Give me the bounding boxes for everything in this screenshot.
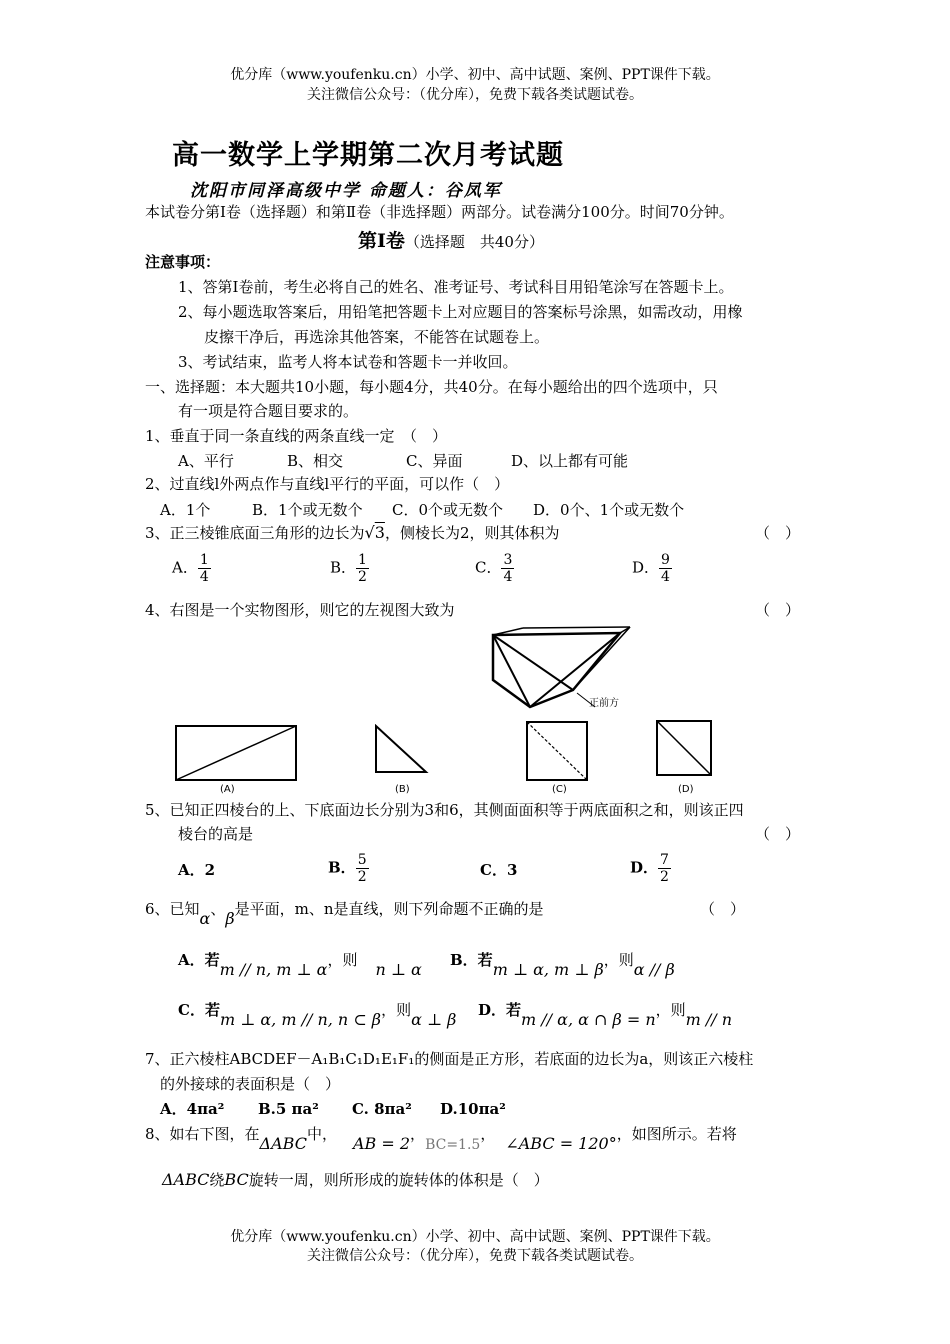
q6-stem-b: 是平面，m、n是直线，则下列命题不正确的是 [234,900,544,918]
q8-line2-b: 绕 [209,1171,225,1189]
q8-text-e: ，如图所示。若将 [616,1125,737,1143]
q8-line2-d: 旋转一周，则所形成的旋转体的体积是（ ） [248,1171,549,1189]
q5-option-d-label: D． [630,858,659,877]
part1-heading-row [358,226,544,253]
q2-option-a: A．1个 [160,501,211,519]
notice-item-3: 3、考试结束，监考人将本试卷和答题卡一并收回。 [178,353,518,371]
q3-sqrt-value: 3 [374,523,385,542]
q6-c-label: C．若 [178,1001,220,1019]
q8-line2-bc: BC [224,1170,249,1189]
q2-option-c: C．0个或无数个 [392,501,504,519]
q1-option-b: B、相交 [287,452,344,470]
q5-d-num: 7 [660,852,669,868]
q6-c-cond: m ⊥ α, m // n, n ⊂ β [219,1010,382,1029]
q2-stem: 2、过直线l外两点作与直线l平行的平面，可以作（ ） [145,475,510,493]
q3-option-b [330,552,369,585]
header-line-1: 优分库（www.youfenku.cn）小学、初中、高中试题、案例、PPT课件下载。 [230,67,720,83]
q6-a-label: A．若 [178,951,220,969]
q3-b-num: 1 [358,552,367,568]
section1-line-2: 有一项是符合题目要求的。 [178,402,359,420]
q6-c-res: α ⊥ β [411,1010,457,1029]
q6-alpha: α [199,909,211,928]
q6-a-cond: m // n, m ⊥ α [219,960,328,979]
q4-fig-c-label: (C) [552,784,567,795]
q1-option-d: D、以上都有可能 [511,452,629,470]
q8-ab: AB = 2 [352,1134,411,1153]
q4-stem: 4、右图是一个实物图形，则它的左视图大致为 [145,601,455,619]
q3-a-den: 4 [199,569,209,585]
q3-a-num: 1 [199,552,209,568]
q8-bc: BC=1.5 [425,1137,481,1153]
q6-d-then: ，则 [655,1001,686,1019]
q1-stem: 1、垂直于同一条直线的两条直线一定 （ ） [145,427,448,445]
q3-option-b-label: B． [330,558,357,577]
q3-option-d [632,552,672,585]
q8-text-a: 8、如右下图，在 [145,1125,260,1143]
q2-option-b: B．1个或无数个 [252,501,363,519]
q6-option-c [178,1000,457,1029]
part1-note: （选择题 共40分） [404,233,544,251]
q6-beta: β [225,909,235,928]
q5-b-num: 5 [357,852,367,868]
q8-text-c: ， [410,1125,426,1143]
q3-stem [145,523,559,543]
q5-d-den: 2 [660,869,669,885]
q7-option-a: A．4πa² [160,1100,225,1118]
q6-d-cond: m // α, α ∩ β = n [521,1010,656,1029]
part1-heading: 第Ⅰ卷 [358,230,405,252]
q6-b-cond: m ⊥ α, m ⊥ β [492,960,604,979]
q3-d-num: 9 [661,552,670,568]
q6-sep: 、 [210,900,226,918]
q6-option-b [450,950,675,979]
q3-option-d-label: D． [632,558,660,577]
q5-option-c: C．3 [480,861,518,879]
q4-paren: （ ） [755,601,801,619]
section1-line-1: 一、选择题：本大题共10小题，每小题4分，共40分。在每小题给出的四个选项中，只 [145,378,718,396]
q6-paren: （ ） [700,900,746,918]
notice-heading: 注意事项： [145,253,221,271]
q6-b-res: α // β [633,960,675,979]
q8-line-1 [145,1124,737,1153]
q3-option-c-label: C． [475,558,502,577]
q7-option-b: B.5 πa² [258,1100,319,1118]
q4-fig-c [525,720,589,782]
q1-option-a: A、平行 [178,452,234,470]
q7-line-1: 7、正六棱柱ABCDEF－A₁B₁C₁D₁E₁F₁的侧面是正方形，若底面的边长为a，则该正六棱柱 [145,1050,754,1068]
intro-text: 本试卷分第Ⅰ卷（选择题）和第Ⅱ卷（非选择题）两部分。试卷满分100分。时间70分钟。 [145,203,734,221]
q8-angle: ∠ABC = 120° [505,1134,617,1153]
q6-d-res: m // n [685,1010,733,1029]
q8-triangle: ΔABC [259,1134,307,1153]
q6-b-label: B．若 [450,951,493,969]
q3-stem-b: ，侧棱长为2，则其体积为 [384,524,560,542]
q3-paren: （ ） [755,524,801,542]
notice-item-2: 2、每小题选取答案后，用铅笔把答题卡上对应题目的答案标号涂黑，如需改动，用橡 [178,303,743,321]
q3-d-den: 4 [661,569,670,585]
q7-line-2: 的外接球的表面积是（ ） [160,1075,341,1093]
q4-fig-d-label: (D) [678,784,694,795]
q6-stem [145,899,544,928]
q5-paren: （ ） [755,825,801,843]
q5-option-b-label: B． [328,858,356,877]
q4-fig-d [655,719,713,777]
q6-stem-a: 6、已知 [145,900,200,918]
q5-line-1: 5、已知正四棱台的上、下底面边长分别为3和6，其侧面面积等于两底面积之和，则该正四 [145,801,744,819]
notice-item-2-cont: 皮擦干净后，再选涂其他答案，不能答在试题卷上。 [204,328,550,346]
q6-option-d [478,1000,733,1029]
q8-text-b: 中， [306,1125,337,1143]
q4-fig-a-label: (A) [220,784,235,795]
q8-line2-triangle: ΔABC [162,1170,210,1189]
q4-fig-b [373,724,429,774]
q5-option-a: A．2 [178,861,216,879]
q4-front-label: 正前方 [589,698,619,709]
q3-option-a-label: A． [172,558,198,577]
q6-a-res: n ⊥ α [375,960,422,979]
q5-line-2: 棱台的高是 [178,825,254,843]
q3-option-c [475,552,514,585]
q1-option-c: C、异面 [406,452,463,470]
q4-fig-a [174,724,298,782]
q6-c-then: ，则 [381,1001,412,1019]
q3-stem-a: 3、正三棱锥底面三角形的边长为 [145,524,365,542]
q5-option-b [328,852,369,885]
q3-sqrt: √3 [364,523,385,542]
notice-item-1: 1、答第Ⅰ卷前，考生必将自己的姓名、准考证号、考试科目用铅笔涂写在答题卡上。 [178,278,734,296]
q5-b-den: 2 [357,869,367,885]
q3-b-den: 2 [358,569,367,585]
q6-d-label: D．若 [478,1001,522,1019]
subtitle: 沈阳市同泽高级中学 命题人：谷凤军 [190,181,502,201]
q6-a-then: ，则 [327,951,358,969]
q7-option-c: C. 8πa² [352,1100,412,1118]
q7-option-d: D.10πa² [440,1100,506,1118]
q6-b-then: ，则 [603,951,634,969]
footer-line-2: 关注微信公众号：（优分库），免费下载各类试题试卷。 [307,1248,643,1264]
q8-line-2 [162,1170,549,1190]
q3-option-a [172,552,211,585]
q6-option-a [178,950,422,979]
q4-fig-b-label: (B) [395,784,410,795]
q3-c-num: 3 [503,552,513,568]
header-line-2: 关注微信公众号：（优分库），免费下载各类试题试卷。 [307,87,643,103]
q3-c-den: 4 [503,569,513,585]
q8-text-d: ， [480,1125,496,1143]
q5-option-d [630,852,671,885]
q2-option-d: D．0个、1个或无数个 [533,501,685,519]
page-title: 高一数学上学期第二次月考试题 [172,140,564,171]
footer-line-1: 优分库（www.youfenku.cn）小学、初中、高中试题、案例、PPT课件下载。 [230,1229,720,1245]
